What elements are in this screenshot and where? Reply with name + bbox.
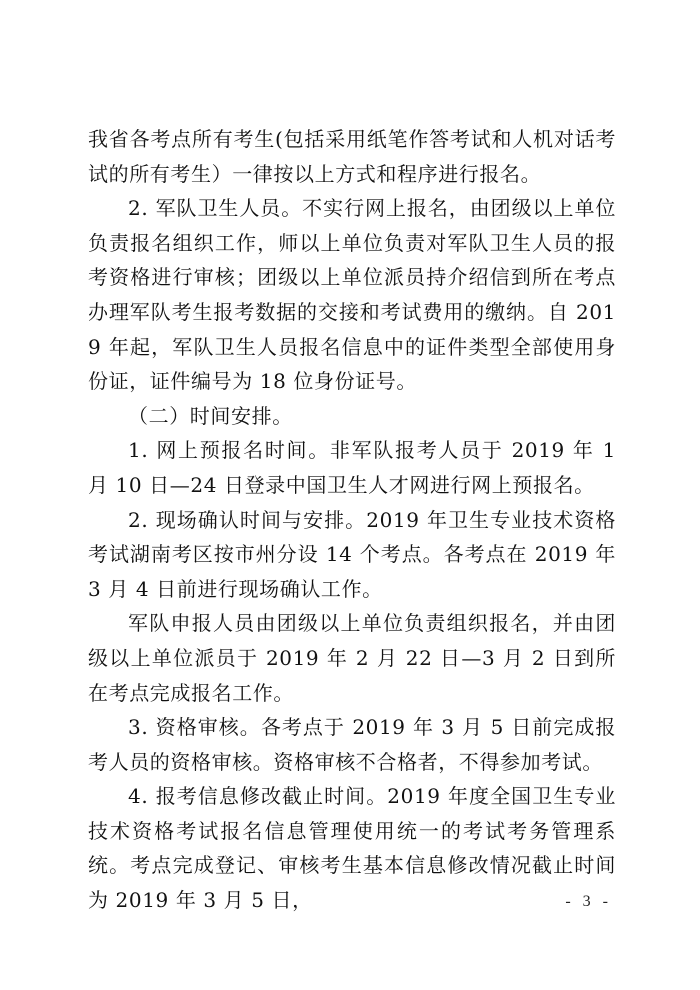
paragraph-military-health-personnel: 2. 军队卫生人员。不实行网上报名，由团级以上单位负责报名组织工作，师以上单位负责对军队卫生人员的报考资格进行审核；团级以上单位派员持介绍信到所在考点办理军队考生报考数据的交接和考试费用的缴纳。自 2019 年起，军队卫生人员报名信息中的证件类型全部使用身份证，证件编号为 18 位身份证号。	[88, 196, 616, 394]
page-number: - 3 -	[565, 893, 612, 910]
paragraph-online-preregistration: 1. 网上预报名时间。非军队报考人员于 2019 年 1 月 10 日—24 日登录中国卫生人才网进行网上预报名。	[88, 438, 616, 497]
paragraph-onsite-confirmation: 2. 现场确认时间与安排。2019 年卫生专业技术资格考试湖南考区按市州分设 14 个考点。各考点在 2019 年 3 月 4 日前进行现场确认工作。	[88, 507, 616, 601]
paragraph-military-registration: 军队申报人员由团级以上单位负责组织报名，并由团级以上单位派员于 2019 年 2 月 22 日—3 月 2 日到所在考点完成报名工作。	[88, 611, 616, 705]
section-heading-schedule: （二）时间安排。	[128, 403, 293, 428]
document-body	[88, 122, 616, 918]
paragraph-exam-registration-method: 我省各考点所有考生(包括采用纸笔作答考试和人机对话考试的所有考生）一律按以上方式和程序进行报名。	[88, 127, 616, 186]
paragraph-qualification-review: 3. 资格审核。各考点于 2019 年 3 月 5 日前完成报考人员的资格审核。资格审核不合格者，不得参加考试。	[88, 715, 616, 774]
paragraph-info-modification-deadline: 4. 报考信息修改截止时间。2019 年度全国卫生专业技术资格考试报名信息管理使用统一的考试考务管理系统。考点完成登记、审核考生基本信息修改情况截止时间为 2019 年 3 月 5 日，	[88, 784, 616, 913]
